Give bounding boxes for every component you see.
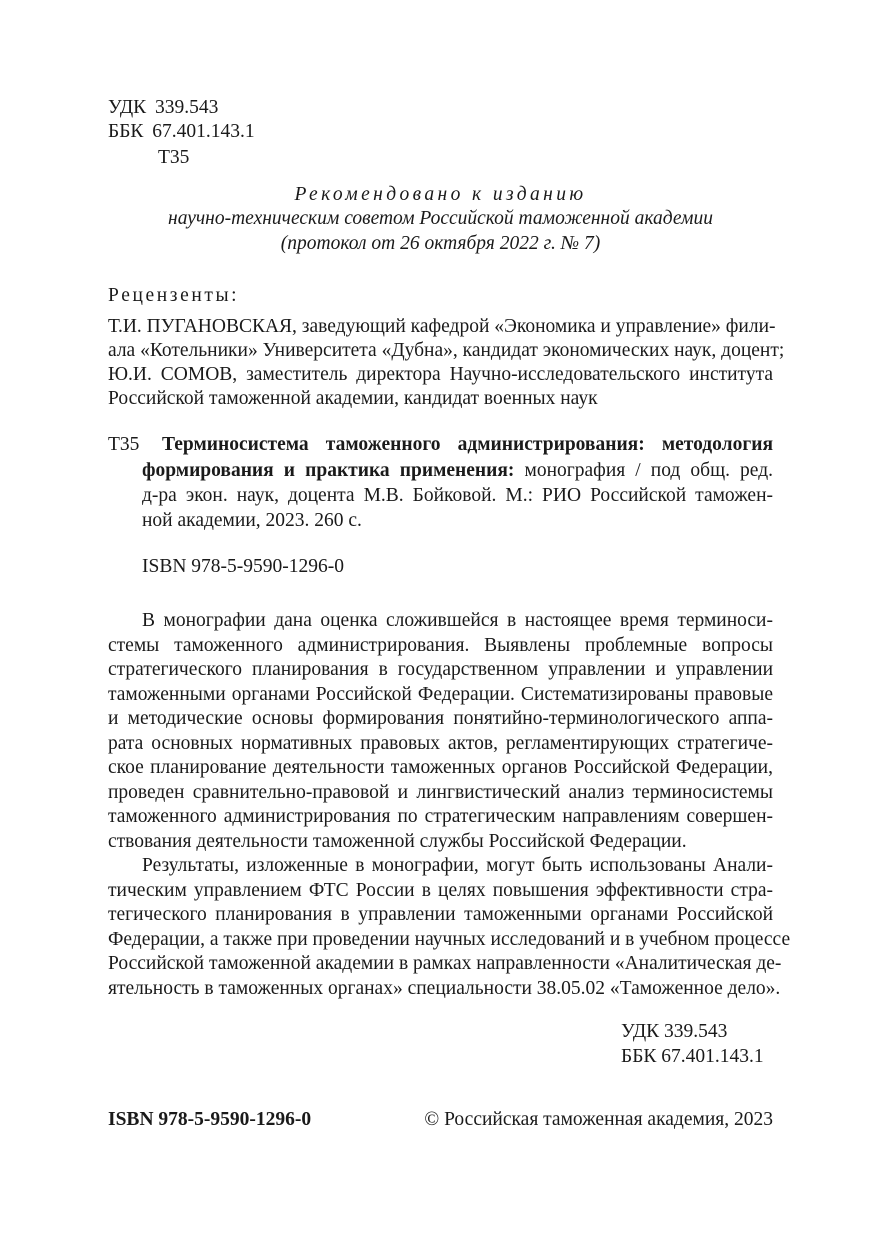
- udk-value: 339.543: [155, 97, 219, 118]
- udk-line: [108, 96, 218, 120]
- footer-udk: УДК 339.543: [621, 1021, 728, 1042]
- bbk-label: ББК: [108, 121, 144, 142]
- abstract-line: стратегического планирования в государственном управлении и управлении: [108, 659, 773, 680]
- recommendation-line-1: Рекомендовано к изданию: [294, 184, 587, 205]
- abstract-line: Российской таможенной академии в рамках направленности «Аналитическая де-: [108, 953, 782, 974]
- book-title-rest: монография / под общ. ред.: [514, 460, 773, 481]
- bbk-value: 67.401.143.1: [152, 121, 255, 142]
- book-title-line-2: [142, 459, 773, 483]
- recommendation-line-2: научно-техническим советом Российской таможенной академии: [168, 208, 713, 229]
- bibliographic-mark: Т35: [108, 434, 140, 455]
- abstract-line: проведен сравнительно-правовой и лингвистический анализ терминосистемы: [108, 782, 773, 803]
- reviewer-line: Российской таможенной академии, кандидат военных наук: [108, 388, 598, 409]
- bibliographic-line-4: ной академии, 2023. 260 с.: [142, 510, 362, 531]
- book-title-bold: формирования и практика применения:: [142, 460, 515, 481]
- abstract-line: таможенного администрирования по стратегическим направлениям совершен-: [108, 806, 773, 827]
- abstract-line: стемы таможенного администрирования. Выявлены проблемные вопросы: [108, 635, 773, 656]
- isbn-line: ISBN 978-5-9590-1296-0: [142, 556, 345, 577]
- abstract-line: ствования деятельности таможенной службы Российской Федерации.: [108, 831, 687, 852]
- abstract-line: рата основных нормативных правовых актов, регламентирующих стратегиче-: [108, 733, 773, 754]
- abstract-line: и методические основы формирования понятийно-терминологического аппа-: [108, 708, 773, 729]
- reviewer-line: Т.И. ПУГАНОВСКАЯ, заведующий кафедрой «Экономика и управление» фили-: [108, 316, 776, 337]
- abstract-line: Результаты, изложенные в монографии, могут быть использованы Анали-: [142, 855, 773, 876]
- reviewer-line: Ю.И. СОМОВ, заместитель директора Научно-исследовательского института: [108, 364, 773, 385]
- author-mark: Т35: [158, 147, 190, 168]
- abstract-line: Федерации, а также при проведении научных исследований и в учебном процессе: [108, 929, 791, 950]
- bbk-line: [108, 120, 255, 144]
- bottom-isbn: ISBN 978-5-9590-1296-0: [108, 1109, 312, 1130]
- abstract-line: В монографии дана оценка сложившейся в настоящее время терминоси-: [142, 610, 773, 631]
- reviewer-line: ала «Котельники» Университета «Дубна», кандидат экономических наук, доцент;: [108, 340, 785, 361]
- abstract-line: тическим управлением ФТС России в целях повышения эффективности стра-: [108, 880, 773, 901]
- book-title-line-1: Терминосистема таможенного администрирования: методология: [162, 434, 773, 455]
- abstract-line: ское планирование деятельности таможенных органов Российской Федерации,: [108, 757, 773, 778]
- recommendation-line-3: (протокол от 26 октября 2022 г. № 7): [280, 233, 601, 254]
- copyright: © Российская таможенная академия, 2023: [424, 1109, 773, 1130]
- reviewers-heading: Рецензенты:: [108, 285, 240, 306]
- udk-label: УДК: [108, 97, 147, 118]
- abstract-line: тегического планирования в управлении таможенными органами Российской: [108, 904, 773, 925]
- footer-bbk: ББК 67.401.143.1: [621, 1046, 764, 1067]
- abstract-line: ятельность в таможенных органах» специальности 38.05.02 «Таможенное дело».: [108, 978, 781, 999]
- abstract-line: таможенными органами Российской Федерации. Систематизированы правовые: [108, 684, 773, 705]
- bibliographic-line-3: д-ра экон. наук, доцента М.В. Бойковой. М.: РИО Российской таможен-: [142, 485, 773, 506]
